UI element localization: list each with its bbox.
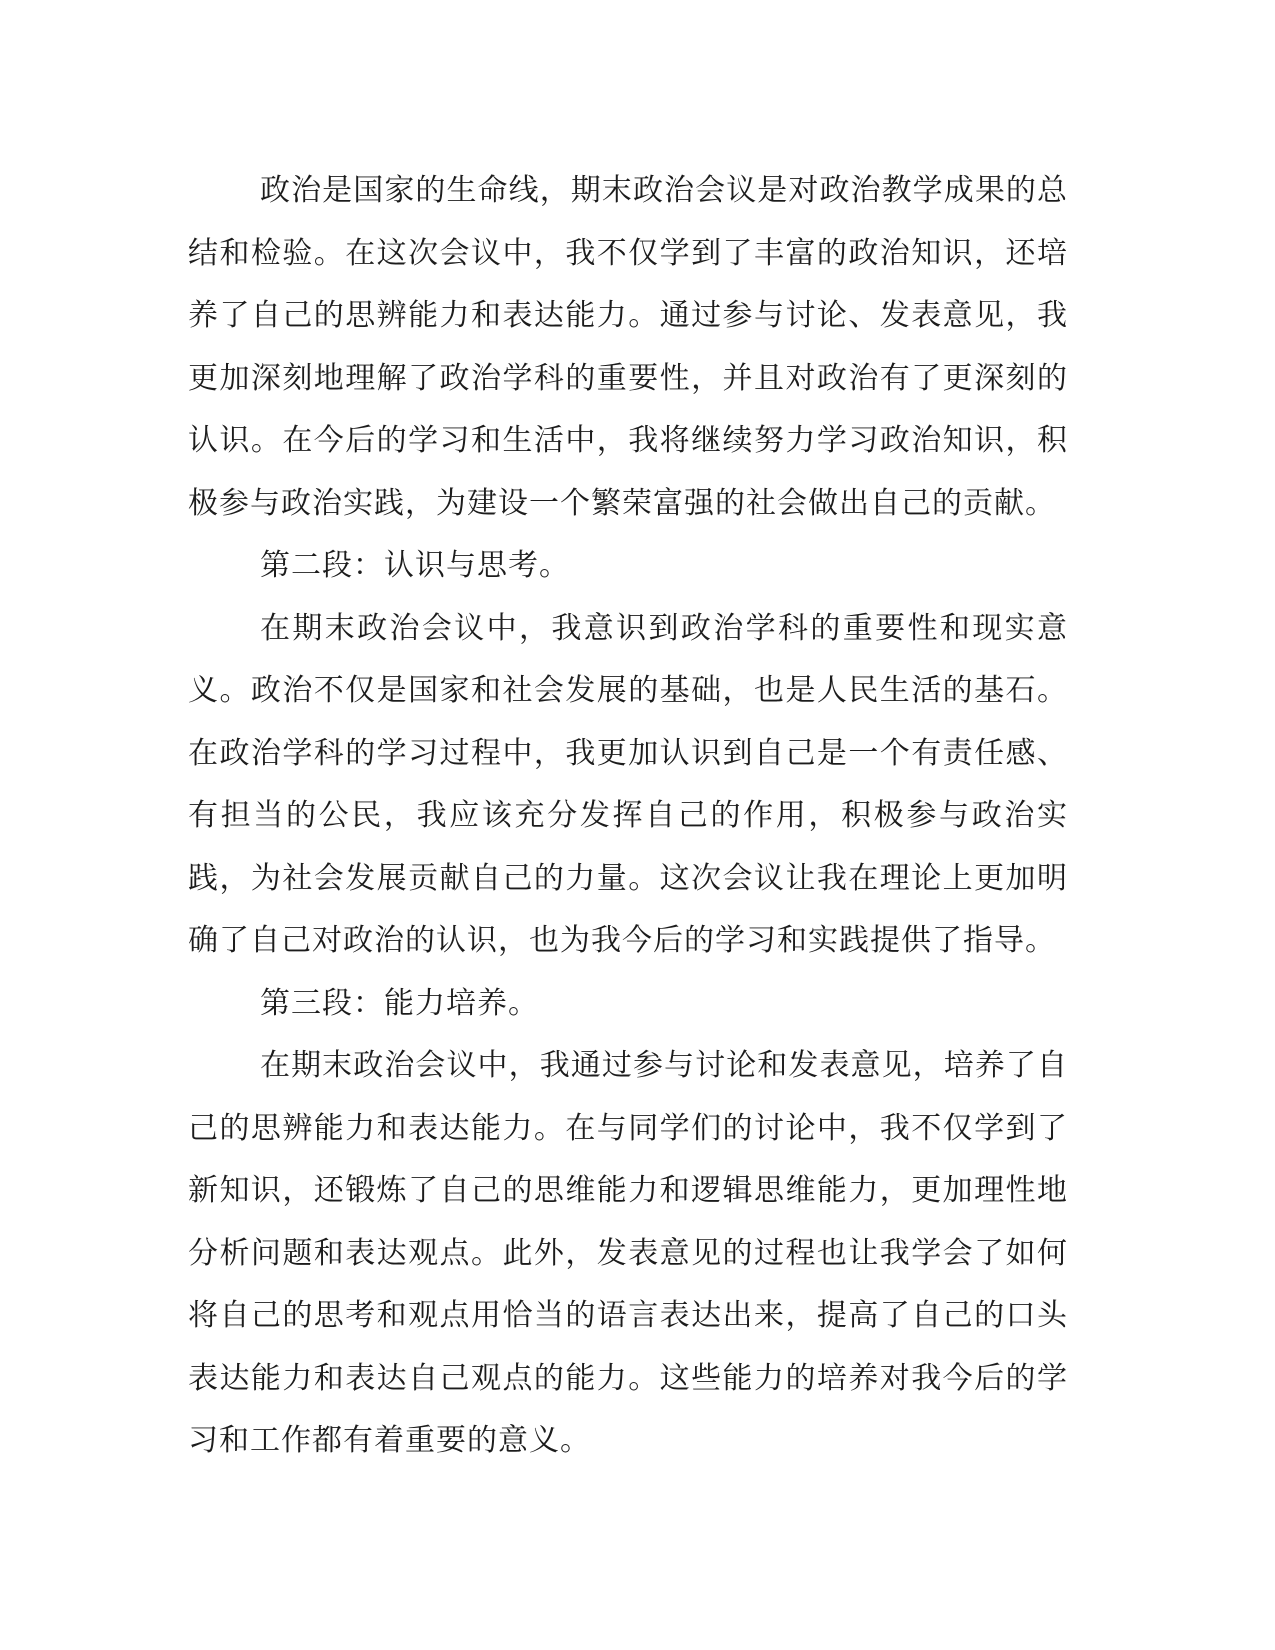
paragraph-intro: 政治是国家的生命线，期末政治会议是对政治教学成果的总结和检验。在这次会议中，我不仅学到了丰富的政治知识，还培养了自己的思辨能力和表达能力。通过参与讨论、发表意见，我更加深刻地理解了政治学科的重要性，并且对政治有了更深刻的认识。在今后的学习和生活中，我将继续努力学习政治知识，积极参与政治实践，为建设一个繁荣富强的社会做出自己的贡献。: [188, 173, 1068, 521]
section-heading-3: 第三段：能力培养。: [260, 985, 539, 1021]
section-heading-2: 第二段：认识与思考。: [260, 548, 570, 583]
document-body: [188, 160, 1068, 1473]
paragraph-section-3: 在期末政治会议中，我通过参与讨论和发表意见，培养了自己的思辨能力和表达能力。在与同学们的讨论中，我不仅学到了新知识，还锻炼了自己的思维能力和逻辑思维能力，更加理性地分析问题和表达观点。此外，发表意见的过程也让我学会了如何将自己的思考和观点用恰当的语言表达出来，提高了自己的口头表达能力和表达自己观点的能力。这些能力的培养对我今后的学习和工作都有着重要的意义。: [188, 1048, 1068, 1458]
paragraph-section-2: 在期末政治会议中，我意识到政治学科的重要性和现实意义。政治不仅是国家和社会发展的基础，也是人民生活的基石。在政治学科的学习过程中，我更加认识到自己是一个有责任感、有担当的公民，我应该充分发挥自己的作用，积极参与政治实践，为社会发展贡献自己的力量。这次会议让我在理论上更加明确了自己对政治的认识，也为我今后的学习和实践提供了指导。: [188, 610, 1068, 958]
